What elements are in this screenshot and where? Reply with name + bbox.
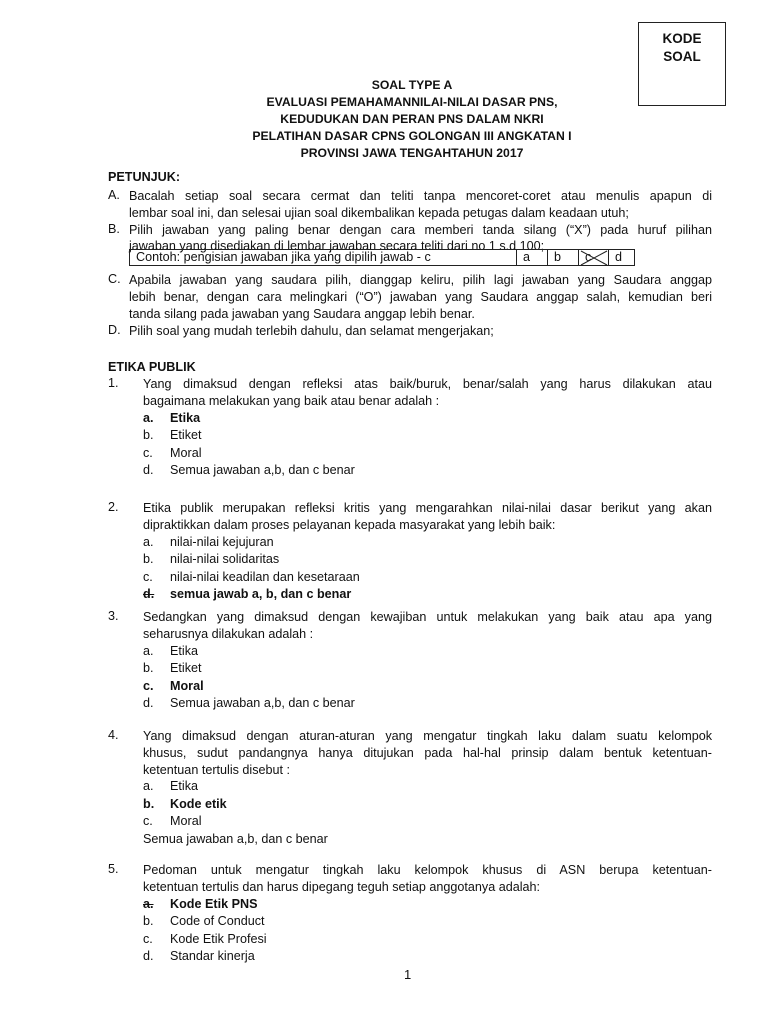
- option-letter: d.: [143, 587, 155, 602]
- question-item: [108, 376, 712, 480]
- answer-option: [108, 445, 712, 463]
- option-letter: b.: [143, 661, 154, 676]
- option-letter: c.: [143, 678, 154, 693]
- contoh-text: Contoh: pengisian jawaban jika yang dipilih jawab - c: [130, 250, 517, 266]
- option-letter: a.: [143, 779, 154, 794]
- option-text: Kode Etik Profesi: [170, 931, 267, 946]
- question-item: [108, 862, 712, 966]
- option-text: Kode etik: [170, 796, 227, 811]
- question-stem: [108, 376, 712, 410]
- option-text: semua jawab a, b, dan c benar: [170, 587, 352, 602]
- question-line: ketentuan tertulis disebut :: [143, 762, 291, 777]
- option-text: nilai-nilai kejujuran: [170, 534, 274, 549]
- question-line: Yang dimaksud dengan aturan-aturan yang mengatur tingkah laku dalam suatu kelompok: [143, 729, 712, 743]
- option-letter: c.: [143, 814, 153, 829]
- answer-option: [108, 462, 712, 480]
- question-item: [108, 500, 712, 604]
- option-text: Etiket: [170, 661, 202, 676]
- option-text: Etika: [170, 410, 201, 425]
- question-line: Yang dimaksud dengan refleksi atas baik/buruk, benar/salah yang harus dilakukan atau: [143, 377, 712, 391]
- instruction-letter: B.: [108, 221, 120, 236]
- instruction-line: lebih benar, dengan cara melingkari (“O”) jawaban yang Saudara anggap salah, kemudian beri: [129, 289, 712, 304]
- question-number: 3.: [108, 609, 119, 623]
- option-text: Kode Etik PNS: [170, 896, 258, 911]
- question-line: Sedangkan yang dimaksud dengan kewajiban untuk melakukan yang baik atau apa yang: [143, 610, 712, 624]
- option-text: Standar kinerja: [170, 949, 255, 964]
- instruction-line: tanda silang pada jawaban yang Saudara anggap lebih benar.: [129, 306, 475, 321]
- question-line: bagaimana melakukan yang baik atau benar adalah :: [143, 393, 440, 408]
- question-line: khusus, sudut pandangnya hanya ditujukan pada hal-hal prinsip dalam bentuk ketentuan-: [143, 745, 712, 760]
- page-number: 1: [404, 967, 412, 982]
- answer-option: [108, 569, 712, 587]
- question-stem: [108, 609, 712, 643]
- instruction-item: [108, 188, 712, 222]
- option-letter: b.: [143, 552, 154, 567]
- contoh-option: d: [609, 250, 635, 266]
- option-letter: a.: [143, 643, 154, 658]
- option-letter: c.: [143, 445, 153, 460]
- option-text: Moral: [170, 814, 202, 829]
- option-text: Moral: [170, 678, 204, 693]
- instruction-line: Pilih soal yang mudah terlebih dahulu, dan selamat mengerjakan;: [129, 323, 494, 338]
- answer-option: [108, 586, 712, 604]
- kode-soal-line: KODE: [662, 31, 702, 46]
- title-line: PELATIHAN DASAR CPNS GOLONGAN III ANGKATAN I: [252, 129, 572, 143]
- title-line: KEDUDUKAN DAN PERAN PNS DALAM NKRI: [280, 112, 544, 126]
- answer-option: [108, 660, 712, 678]
- option-letter: a.: [143, 534, 154, 549]
- question-line: ketentuan tertulis dan harus dipegang teguh setiap anggotanya adalah:: [143, 879, 541, 894]
- question-line: dipraktikkan dalam proses pelayanan kepada masyarakat yang lebih baik:: [143, 517, 556, 532]
- question-item: [108, 728, 712, 848]
- answer-option: [108, 813, 712, 831]
- petunjuk-heading: PETUNJUK:: [108, 170, 181, 184]
- answer-option: [108, 796, 712, 814]
- answer-option: [108, 427, 712, 445]
- option-letter: d.: [143, 463, 154, 478]
- cross-mark-icon: [579, 250, 609, 266]
- question-number: 5.: [108, 862, 119, 876]
- document-title: [0, 77, 768, 162]
- title-line: EVALUASI PEMAHAMANNILAI-NILAI DASAR PNS,: [266, 95, 558, 109]
- instruction-item: [108, 272, 712, 322]
- contoh-option: a: [517, 250, 548, 266]
- question-stem: [108, 728, 712, 778]
- option-letter: b.: [143, 914, 154, 929]
- option-text: nilai-nilai solidaritas: [170, 552, 280, 567]
- contoh-option: b: [548, 250, 579, 266]
- question-line: Pedoman untuk mengatur tingkah laku kelompok khusus di ASN berupa ketentuan-: [143, 863, 712, 877]
- instruction-line: Apabila jawaban yang saudara pilih, dianggap keliru, pilih lagi jawaban yang Saudara anggap: [129, 273, 712, 288]
- instruction-letter: C.: [108, 272, 121, 287]
- answer-option: [108, 913, 712, 931]
- option-text: Etiket: [170, 428, 202, 443]
- option-text: nilai-nilai keadilan dan kesetaraan: [170, 569, 360, 584]
- instruction-line: lembar soal ini, dan selesai ujian soal dikembalikan kepada petugas dalam keadaan utuh;: [129, 205, 629, 220]
- answer-option: [108, 551, 712, 569]
- question-number: 1.: [108, 376, 119, 390]
- answer-option: [108, 778, 712, 796]
- question-stem: [108, 500, 712, 534]
- answer-option: [108, 643, 712, 661]
- answer-option: [108, 678, 712, 696]
- option-letter: d.: [143, 696, 154, 711]
- instruction-line: Pilih jawaban yang paling benar dengan cara memberi tanda silang (“X”) pada huruf pilihan: [129, 222, 712, 237]
- title-line: SOAL TYPE A: [371, 78, 453, 92]
- option-text: Etika: [170, 643, 198, 658]
- instruction-item: [108, 323, 712, 340]
- question-number: 2.: [108, 500, 119, 514]
- question-item: [108, 609, 712, 713]
- answer-option: [108, 831, 712, 849]
- answer-option: [108, 410, 712, 428]
- answer-option: [108, 948, 712, 966]
- contoh-option-selected: [579, 250, 609, 266]
- answer-option: [108, 534, 712, 552]
- option-text: Semua jawaban a,b, dan c benar: [170, 463, 355, 478]
- option-letter: a.: [143, 896, 154, 911]
- question-stem: [108, 862, 712, 896]
- option-letter: c.: [143, 569, 153, 584]
- contoh-answer-box: [129, 249, 635, 266]
- title-line: PROVINSI JAWA TENGAHTAHUN 2017: [300, 146, 524, 160]
- instruction-line: Bacalah setiap soal secara cermat dan teliti tanpa mencoret-coret atau menulis apapun di: [129, 189, 712, 203]
- option-letter: b.: [143, 796, 155, 811]
- answer-option: [108, 896, 712, 914]
- option-text: Etika: [170, 779, 198, 794]
- instruction-line: jawaban yang disediakan di lembar jawaban secara teliti dari no 1 s.d 100;: [129, 239, 545, 254]
- question-line: Etika publik merupakan refleksi kritis yang mengarahkan nilai-nilai dasar berikut yang akan: [143, 501, 712, 515]
- option-text: Moral: [170, 445, 202, 460]
- option-letter: c.: [143, 931, 153, 946]
- option-letter: a.: [143, 410, 154, 425]
- instruction-letter: D.: [108, 322, 121, 337]
- answer-option: [108, 695, 712, 713]
- question-line: seharusnya dilakukan adalah :: [143, 626, 314, 641]
- instruction-letter: A.: [108, 188, 120, 202]
- option-letter: b.: [143, 428, 154, 443]
- option-text: Semua jawaban a,b, dan c benar: [170, 696, 355, 711]
- kode-soal-line: SOAL: [663, 49, 701, 64]
- answer-option: [108, 931, 712, 949]
- question-number: 4.: [108, 728, 119, 742]
- option-text: Semua jawaban a,b, dan c benar: [143, 831, 328, 846]
- section-title: ETIKA PUBLIK: [108, 360, 196, 374]
- option-text: Code of Conduct: [170, 914, 265, 929]
- option-letter: d.: [143, 949, 154, 964]
- contoh-option-label: c: [585, 250, 592, 264]
